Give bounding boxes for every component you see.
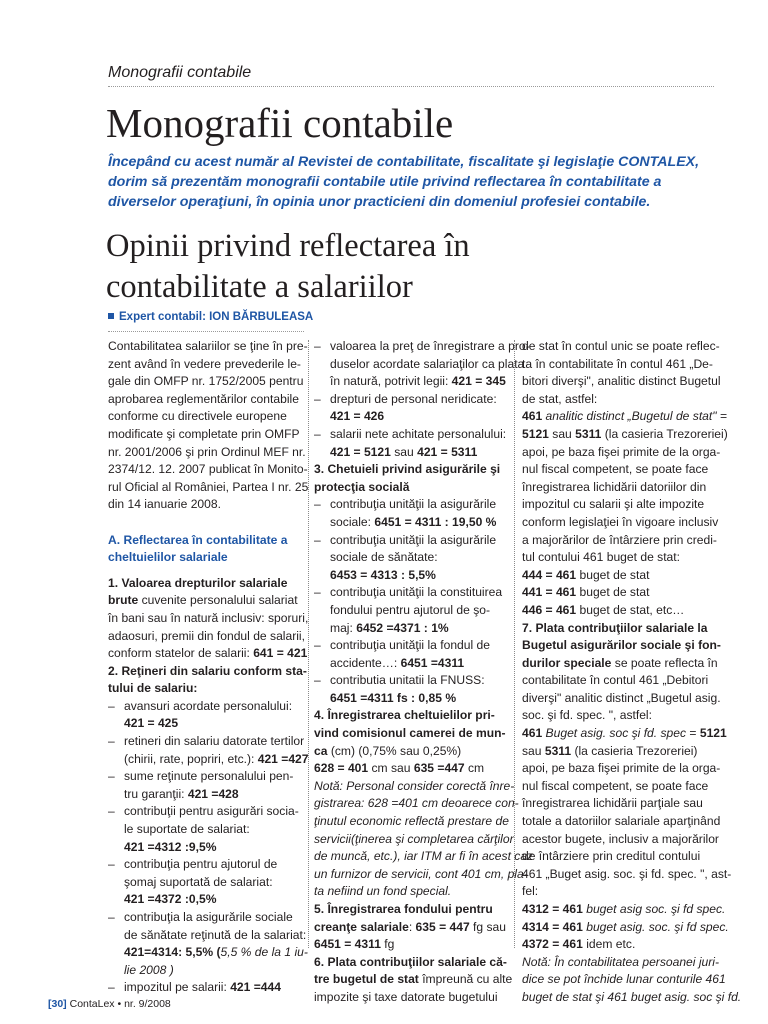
text-line: diverşi" analitic distinct „Bugetul asig. (522, 690, 721, 705)
text-line (108, 645, 308, 663)
accounting-formula: 421 = 345 (451, 374, 506, 389)
text-span: fg (380, 937, 395, 952)
spacer (108, 567, 301, 575)
text-line: le suportate de salariat: (124, 822, 250, 837)
text-line: în bani sau în natură inclusiv: sporuri, (108, 610, 309, 625)
author-divider (108, 331, 304, 332)
text-line (314, 919, 506, 937)
text-span: tru garanţii: (124, 786, 188, 801)
accounting-formula: 421 =427 (257, 751, 309, 766)
note-line: ta nefiind un fond special. (314, 884, 452, 899)
text-line: zent având în vedere prevederile le- (108, 356, 301, 371)
lead-line: Începând cu acest număr al Revistei de contabilitate, fiscalitate şi legislaţie CONTALEX, (108, 154, 700, 170)
text-line: de stat în contul unic se poate reflec- (522, 339, 720, 353)
list-item (108, 979, 301, 997)
article-title-line: Opinii privind reflectarea în (106, 228, 470, 264)
text-line: fel: (522, 884, 539, 899)
point-heading: 4. Înregistrarea cheltuielilor pri- (314, 708, 495, 723)
list-item: – retineri din salariu datorate tertilor (108, 733, 301, 751)
bold-text: ca (314, 743, 328, 758)
article-title (106, 226, 470, 308)
text-line (314, 373, 506, 391)
text-span: accidente…: (330, 655, 401, 670)
text-span: (cm) (0,75% sau 0,25%) (327, 743, 462, 758)
accounting-formula: 641 = 421 (253, 646, 308, 661)
note-line: gistrarea: 628 =401 cm deoarece con- (314, 796, 519, 811)
note-line: Notă: În contabilitatea persoanei juri- (522, 954, 719, 969)
spacer (108, 514, 301, 532)
text-line (314, 444, 506, 462)
page-title: Monografii contabile (106, 100, 454, 146)
point-heading: 1. Valoarea drepturilor salariale (108, 575, 288, 590)
text-line: ta în contabilitate în contul 461 „De- (522, 356, 713, 371)
section-heading: A. Reflectarea în contabilitate a (108, 532, 288, 547)
accounting-formula: 421=4314: 5,5% ( (124, 945, 221, 960)
note-line: ţinutul economic reflectă prestare de (314, 814, 509, 829)
accounting-formula: 421 = 425 (124, 716, 179, 731)
bold-text: tre bugetul de stat (314, 972, 419, 987)
text-span: fg sau (469, 919, 506, 934)
text-line: rul Oficial al României, Partea I nr. 25 (108, 479, 309, 494)
lead-paragraph (108, 152, 718, 212)
text-line (522, 936, 718, 954)
point-heading: Bugetul asigurărilor sociale şi fon- (522, 638, 721, 653)
text-line (522, 725, 727, 743)
text-span: sau (548, 426, 576, 441)
text-line: fondului pentru ajutorul de şo- (330, 602, 491, 617)
text-line: 461 „Buget asig. soc. şi fd. spec. ", ast- (522, 866, 732, 881)
text-line: contabilitate în contul 461 „Debitori (522, 673, 709, 688)
list-item: – contribuţia unităţii la fondul de (314, 637, 506, 655)
text-line: de stat, astfel: (522, 391, 598, 406)
list-item: – contribuţia la asigurările sociale (108, 909, 301, 927)
text-line: gale din OMFP nr. 1752/2005 pentru (108, 374, 304, 389)
bold-text: creanţe salariale (314, 919, 409, 934)
text-line: adaosuri, premii din fondul de salarii, (108, 628, 305, 643)
text-line: de întârziere prin creditul contului (522, 849, 701, 864)
point-heading: 2. Reţineri din salariu conform sta- (108, 663, 307, 678)
text-line: din 14 ianuarie 2008. (108, 497, 221, 512)
text-span: sau (390, 444, 418, 459)
text-line: modificate şi completate prin OMFP (108, 426, 300, 441)
text-span: idem etc. (582, 937, 636, 952)
accounting-formula: 6451 = 4311 (314, 937, 381, 952)
text-span: sociale: (330, 514, 375, 529)
text-line: de sănătate reţinută de la salariat: (124, 927, 307, 942)
text-line (314, 514, 506, 532)
italic-text: buget asig soc. şi fd spec. (582, 902, 726, 916)
column-1 (108, 338, 309, 997)
accounting-formula: 444 = 461 (522, 567, 577, 582)
text-line: tul contului 461 buget de stat: (522, 550, 681, 565)
italic-text: Buget asig. soc şi fd. spec (542, 726, 687, 741)
text-span: conform statelor de salarii: (108, 646, 254, 661)
accounting-formula: 421 = 5311 (417, 444, 478, 459)
note-line: un furnizor de servicii, cont 401 cm, pla- (314, 866, 528, 881)
header-divider (108, 86, 714, 87)
text-line: impozitul cu salarii şi alte impozite (522, 497, 705, 512)
text-line: totale a datoriilor salariale aparţinând (522, 814, 721, 829)
list-item: – contributia unitatii la FNUSS: (314, 672, 506, 690)
italic-text: analitic distinct „Bugetul de stat" = (542, 409, 727, 424)
text-line: înregistrarea lichidării datoriilor din (522, 479, 707, 494)
account-number: 461 (522, 409, 543, 424)
text-line: soc. şi fd. spec. ", astfel: (522, 708, 652, 723)
text-line: şomaj suportată de salariat: (124, 874, 273, 889)
text-span: sau (522, 743, 545, 758)
text-span: = (686, 726, 700, 741)
list-item: – contribuţia unităţii la constituirea (314, 584, 506, 602)
list-item: – contribuţia pentru ajutorul de (108, 856, 301, 874)
text-line (314, 620, 506, 638)
account-number: 5121 (522, 426, 549, 441)
text-line (314, 971, 513, 989)
account-number: 461 (522, 726, 543, 741)
note-line: buget de stat şi 461 buget asig. soc şi fd. (522, 989, 742, 1004)
text-line: bitori diverşi", analitic distinct Bugetul (522, 374, 721, 389)
accounting-formula: 635 =447 (413, 761, 465, 776)
accounting-formula: 4314 = 461 (522, 919, 583, 934)
accounting-formula: 4312 = 461 (522, 902, 583, 916)
italic-text: 5,5 % de la 1 iu- (220, 945, 308, 960)
text-span: (chirii, rate, popriri, etc.): (124, 751, 258, 766)
text-line (522, 655, 718, 673)
list-item: – valoarea la preţ de înregistrare a pro- (314, 338, 506, 356)
journal-issue: ContaLex • nr. 9/2008 (66, 998, 171, 1010)
text-span: buget de stat (576, 567, 650, 582)
text-line (522, 743, 718, 761)
lead-line: dorim să prezentăm monografii contabile utile privind reflectarea în contabilitate a (108, 174, 662, 190)
text-line: acestor bugete, inclusiv a majorărilor (522, 831, 719, 846)
accounting-formula: 628 = 401 (314, 761, 369, 776)
accounting-formula: 6451 =4311 fs : 0,85 % (330, 690, 457, 705)
column-divider (308, 340, 309, 948)
note-line: de muncă, etc.), iar ITM ar fi în acest caz (314, 849, 534, 864)
accounting-formula: 421 =428 (187, 786, 239, 801)
text-line: impozite şi taxe datorate bugetului (314, 989, 498, 1004)
account-number: 5311 (544, 743, 572, 758)
account-number: 5121 (699, 726, 727, 741)
list-item: – salarii nete achitate personalului: (314, 426, 506, 444)
accounting-formula: 421 = 426 (330, 409, 385, 424)
square-bullet-icon (108, 313, 114, 319)
point-heading: protecţia socială (314, 479, 410, 494)
text-span: în natură, potrivit legii: (330, 374, 452, 389)
list-item: – contribuţia unităţii la asigurările (314, 496, 506, 514)
text-line: nr. 2001/2006 şi prin Ordinul MEF nr. (108, 444, 306, 459)
accounting-formula: 421 =444 (230, 980, 281, 995)
text-line: aprobarea reglementărilor contabile (108, 391, 299, 406)
text-span: buget de stat (576, 585, 650, 600)
text-line (108, 751, 309, 769)
list-item: – drepturi de personal neridicate: (314, 391, 506, 409)
page-number: [30] (48, 998, 67, 1010)
article-title-line: contabilitate a salariilor (106, 269, 413, 305)
text-line (108, 944, 308, 962)
text-line (522, 426, 728, 444)
accounting-formula: 6451 = 4311 : 19,50 % (374, 514, 497, 529)
accounting-formula: 446 = 461 (522, 602, 577, 617)
accounting-formula: 441 = 461 (522, 585, 577, 600)
point-heading: vind comisionul camerei de mun- (314, 726, 506, 741)
text-line: a majorărilor de întârziere prin credi- (522, 532, 717, 547)
text-line (314, 655, 506, 673)
accounting-formula: 635 = 447 (415, 919, 470, 934)
text-line (522, 584, 718, 602)
text-line (522, 919, 729, 937)
text-span: cm (464, 761, 485, 776)
text-line (108, 592, 301, 610)
text-line: nul fiscal competent, se poate face (522, 778, 709, 793)
running-head: Monografii contabile (108, 64, 252, 81)
list-item: – sume reţinute personalului pen- (108, 768, 301, 786)
accounting-formula: 421 = 5121 (330, 444, 391, 459)
note-line: servicii(ţinerea şi completarea cărţilor (314, 831, 514, 846)
note-line: dice se pot închide lunar conturile 461 (522, 972, 726, 987)
text-line (314, 743, 506, 761)
italic-text: buget asig. soc. şi fd spec. (582, 919, 729, 934)
text-line (108, 786, 301, 804)
text-line: duselor acordate salariaţilor ca plata (330, 356, 525, 371)
note-line: Notă: Personal consider corectă înre- (314, 778, 515, 793)
text-span: cm sau (368, 761, 414, 776)
text-line (522, 901, 726, 919)
accounting-formula: 6453 = 4313 : 5,5% (330, 567, 436, 582)
list-item: – avansuri acordate personalului: (108, 698, 301, 716)
text-line (314, 760, 506, 778)
lead-line: diverselor operaţiuni, în opinia unor practicieni din domeniul profesiei contabile. (108, 194, 651, 210)
point-heading: 3. Chetuieli privind asigurările şi (314, 462, 501, 477)
accounting-formula: 6452 =4371 : 1% (356, 620, 449, 635)
text-line: conform legislaţiei în vigoare inclusiv (522, 514, 719, 529)
text-span: (la casieria Trezoreriei) (601, 426, 728, 441)
accounting-formula: 421 =4372 :0,5% (124, 892, 217, 907)
text-span: maj: (330, 620, 357, 635)
text-line (522, 567, 718, 585)
account-number: 5311 (575, 426, 602, 441)
text-line: conforme cu directivele europene (108, 409, 287, 424)
text-line: Contabilitatea salariilor se ţine în pre- (108, 339, 308, 353)
text-line: apoi, pe baza fişei primite de la orga- (522, 444, 721, 459)
text-span: cuvenite personalului salariat (138, 593, 298, 608)
text-span: : (408, 919, 416, 934)
point-heading: 7. Plata contribuţiilor salariale la (522, 620, 708, 635)
point-heading: 6. Plata contribuţiilor salariale că- (314, 954, 507, 969)
text-line: 2374/12. 12. 2007 publicat în Monito- (108, 462, 308, 477)
text-line (314, 936, 506, 954)
italic-text: lie 2008 ) (124, 962, 174, 977)
accounting-formula: 4372 = 461 (522, 937, 583, 952)
author-byline (108, 311, 313, 323)
list-item: – contribuţia unităţii la asigurările (314, 532, 506, 550)
text-line (522, 602, 718, 620)
text-span: împreună cu alte (418, 972, 513, 987)
text-span: (la casieria Trezoreriei) (571, 743, 698, 758)
author-name: Expert contabil: ION BĂRBULEASA (119, 311, 314, 323)
list-item: – contribuţii pentru asigurări socia- (108, 803, 301, 821)
accounting-formula: 421 =4312 :9,5% (124, 839, 217, 854)
bold-text: durilor speciale (522, 655, 612, 670)
page-footer (48, 998, 171, 1010)
text-line: înregistrarea lichidării parţiale sau (522, 796, 703, 811)
text-span: buget de stat, etc… (576, 602, 685, 617)
section-heading: cheltuielilor salariale (108, 550, 228, 565)
column-3 (522, 338, 742, 1007)
point-heading: 5. Înregistrarea fondului pentru (314, 902, 493, 916)
text-span: impozitul pe salarii: (124, 980, 231, 995)
text-line (522, 408, 727, 426)
text-line: nul fiscal competent, se poate face (522, 462, 709, 477)
text-line: apoi, pe baza fişei primite de la orga- (522, 761, 721, 776)
text-line: sociale de sănătate: (330, 550, 438, 565)
accounting-formula: 6451 =4311 (400, 655, 465, 670)
point-heading: tului de salariu: (108, 681, 198, 696)
text-span: se poate reflecta în (611, 655, 718, 670)
bold-text: brute (108, 593, 139, 608)
